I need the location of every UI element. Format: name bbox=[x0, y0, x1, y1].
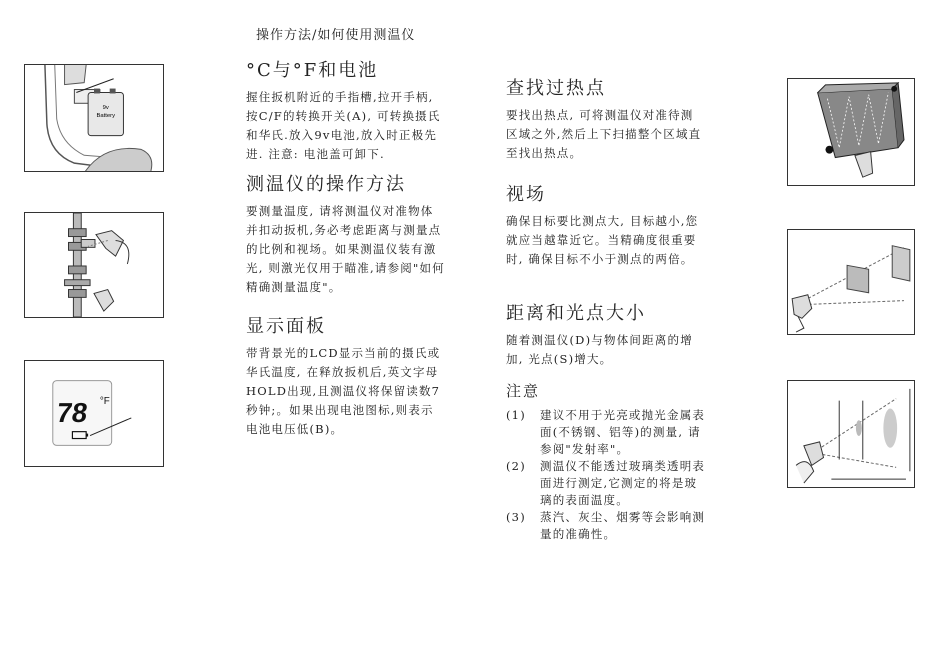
display-figure bbox=[24, 360, 164, 467]
section-distance-spot bbox=[506, 299, 702, 369]
note-text: 蒸汽、灰尘、烟雾等会影响测量的准确性。 bbox=[540, 510, 706, 541]
note-item bbox=[506, 458, 706, 509]
section-body: 带背景光的LCD显示当前的摄氏或华氏温度, 在释放扳机后,英文字母HOLD出现,且测温仪将保留读数7秒钟;。如果出现电池图标,则表示电池电压低(B)。 bbox=[246, 346, 441, 436]
battery-figure bbox=[24, 64, 164, 172]
section-title: 视场 bbox=[506, 184, 546, 205]
section-display-panel bbox=[246, 312, 446, 439]
section-body: 握住扳机附近的手指槽,拉开手柄,按C/F的转换开关(A), 可转换摄氏和华氏.放入9v电池,放入时正极先进. 注意: 电池盖可卸下. bbox=[246, 90, 441, 161]
section-notes bbox=[506, 380, 706, 543]
svg-text:Battery: Battery bbox=[96, 113, 116, 120]
section-body: 随着测温仪(D)与物体间距离的增加, 光点(S)增大。 bbox=[506, 333, 693, 366]
note-number: (2) bbox=[506, 459, 526, 473]
note-text: 建议不用于光亮或抛光金属表面(不锈钢、铝等)的测量, 请参阅"发射率"。 bbox=[540, 408, 706, 456]
section-body: 要找出热点, 可将测温仪对准待测区域之外,然后上下扫描整个区域直至找出热点。 bbox=[506, 108, 702, 160]
section-body: 确保目标要比测点大, 目标越小,您就应当越靠近它。当精确度很重要时, 确保目标不小于测点的两倍。 bbox=[506, 214, 699, 266]
note-item bbox=[506, 509, 706, 543]
section-title: °C与°F和电池 bbox=[246, 60, 379, 81]
section-body: 要测量温度, 请将测温仪对准物体并扣动扳机,务必考虑距离与测量点的比例和视场。如果测温仪装有激光, 则激光仅用于瞄准,请参阅"如何精确测量温度"。 bbox=[246, 204, 445, 294]
section-title: 距离和光点大小 bbox=[506, 303, 646, 324]
note-item bbox=[506, 407, 706, 458]
note-text: 测温仪不能透过玻璃类透明表面进行测定,它测定的将是玻璃的表面温度。 bbox=[540, 459, 706, 507]
note-number: (1) bbox=[506, 408, 526, 422]
section-hotspot bbox=[506, 74, 702, 163]
section-field-of-view bbox=[506, 180, 702, 269]
lcd-illustration bbox=[25, 361, 163, 466]
section-operation bbox=[246, 170, 446, 297]
fov-illustration bbox=[788, 230, 914, 334]
battery-illustration bbox=[25, 65, 163, 171]
hotspot-figure bbox=[787, 78, 915, 186]
section-title: 测温仪的操作方法 bbox=[246, 174, 406, 195]
notes-title: 注意 bbox=[506, 382, 541, 400]
section-title: 显示面板 bbox=[246, 316, 326, 337]
lcd-unit: °F bbox=[99, 396, 110, 408]
field-of-view-figure bbox=[787, 229, 915, 335]
pipe-figure bbox=[24, 212, 164, 318]
section-title: 查找过热点 bbox=[506, 78, 606, 99]
lcd-reading: 78 bbox=[54, 396, 90, 428]
hotspot-illustration bbox=[788, 79, 914, 185]
section-units-battery bbox=[246, 56, 446, 164]
page-header: 操作方法/如何使用测温仪 bbox=[256, 28, 416, 43]
distance-spot-figure bbox=[787, 380, 915, 488]
battery-label: 9v bbox=[102, 105, 109, 112]
note-number: (3) bbox=[506, 510, 526, 524]
pipe-illustration bbox=[25, 213, 163, 317]
distance-illustration bbox=[788, 381, 914, 487]
